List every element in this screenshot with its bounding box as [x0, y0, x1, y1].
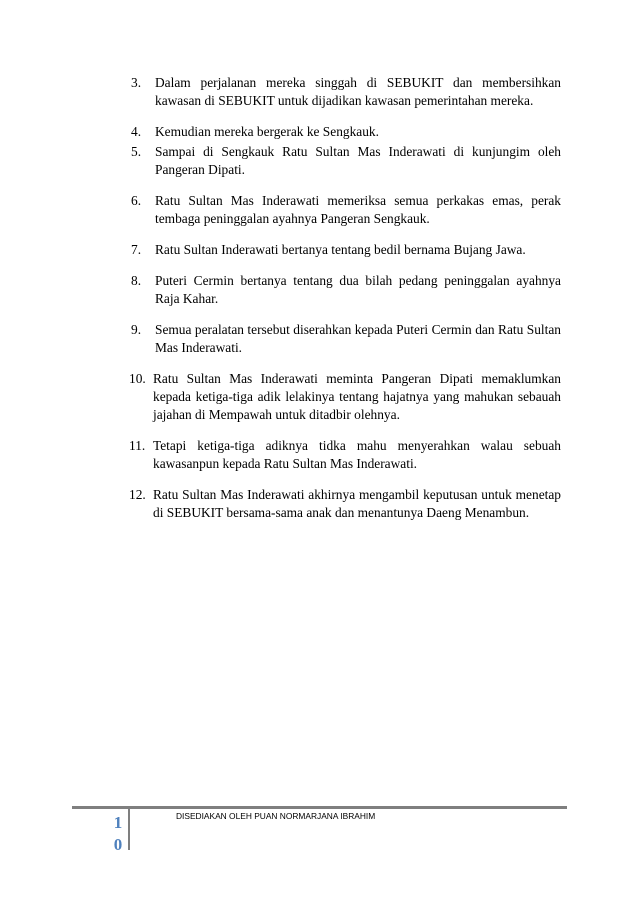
list-item-number: 12. — [129, 487, 146, 502]
list-item — [131, 437, 561, 473]
list-item — [131, 241, 561, 259]
list-item — [131, 192, 561, 228]
list-item-number: 10. — [129, 371, 146, 386]
list-item-number: 8. — [131, 273, 142, 288]
list-item — [131, 123, 561, 141]
list-item — [131, 370, 561, 424]
list-item-text: Kemudian mereka bergerak ke Sengkauk. — [155, 124, 379, 139]
list-item-text: Ratu Sultan Inderawati bertanya tentang bedil bernama Bujang Jawa. — [155, 242, 526, 257]
list-item — [131, 272, 561, 308]
footer-divider — [72, 806, 567, 809]
list-item-text: Ratu Sultan Mas Inderawati akhirnya mengambil keputusan untuk menetap di SEBUKIT bersama-sama anak dan menantunya Daeng Menambun. — [153, 487, 561, 520]
list-item-number: 4. — [131, 124, 142, 139]
page-number: 10 — [113, 813, 123, 854]
numbered-list — [131, 74, 561, 522]
list-item-text: Tetapi ketiga-tiga adiknya tidka mahu menyerahkan walau sebuah kawasanpun kepada Ratu Sultan Mas Inderawati. — [153, 438, 561, 471]
list-item-text: Ratu Sultan Mas Inderawati meminta Pangeran Dipati memaklumkan kepada ketiga-tiga adik lelakinya tentang hajatnya yang mahukan sebauah jajahan di Mempawah untuk ditadbir olehnya. — [153, 371, 561, 422]
list-item-number: 6. — [131, 193, 142, 208]
list-item-number: 9. — [131, 322, 142, 337]
footer-credit: DISEDIAKAN OLEH PUAN NORMARJANA IBRAHIM — [176, 811, 376, 821]
list-item — [131, 321, 561, 357]
list-item-text: Ratu Sultan Mas Inderawati memeriksa semua perkakas emas, perak tembaga peninggalan ayahnya Pangeran Sengkauk. — [155, 193, 561, 226]
list-item-number: 11. — [129, 438, 146, 453]
list-item — [131, 486, 561, 522]
list-item-text: Sampai di Sengkauk Ratu Sultan Mas Inderawati di kunjungim oleh Pangeran Dipati. — [155, 144, 561, 177]
list-item — [131, 143, 561, 179]
list-item-number: 3. — [131, 75, 142, 90]
list-item-number: 7. — [131, 242, 142, 257]
list-item-text: Puteri Cermin bertanya tentang dua bilah pedang peninggalan ayahnya Raja Kahar. — [155, 273, 561, 306]
footer-vertical-divider — [128, 809, 130, 850]
list-item — [131, 74, 561, 110]
list-item-text: Semua peralatan tersebut diserahkan kepada Puteri Cermin dan Ratu Sultan Mas Inderawati. — [155, 322, 561, 355]
list-item-number: 5. — [131, 144, 142, 159]
list-item-text: Dalam perjalanan mereka singgah di SEBUKIT dan membersihkan kawasan di SEBUKIT untuk dijadikan kawasan pemerintahan mereka. — [155, 75, 561, 108]
